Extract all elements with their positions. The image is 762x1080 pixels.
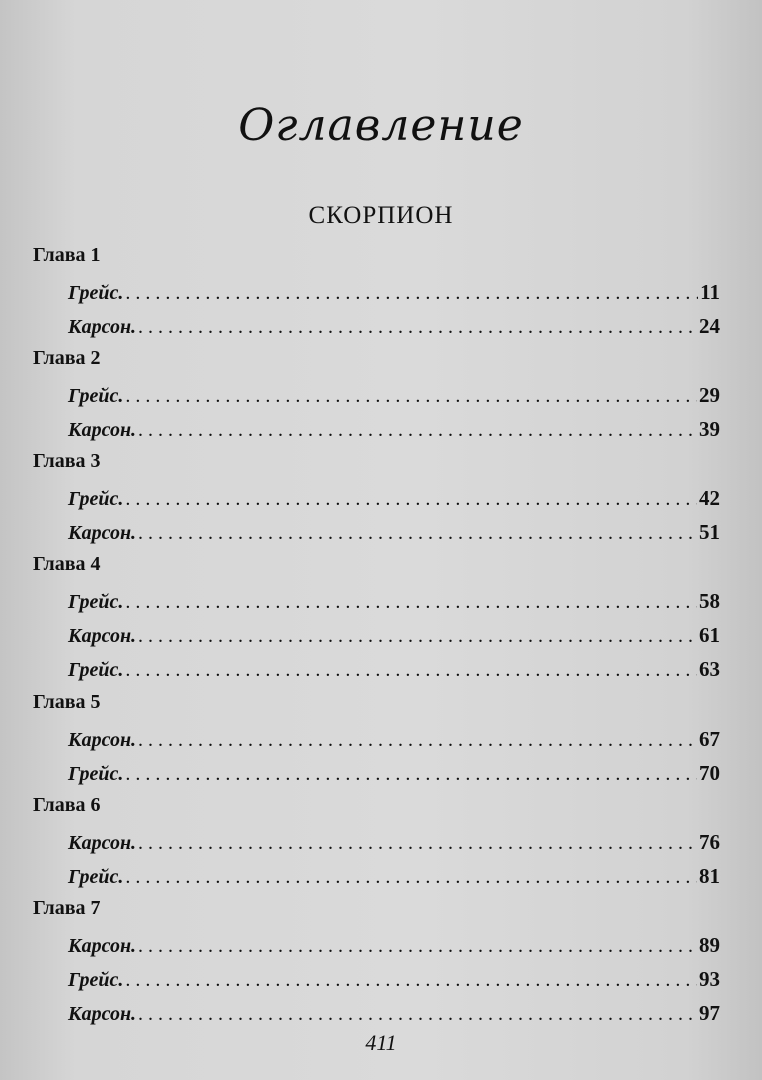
- dot-leader: [125, 969, 697, 992]
- entry-page: 89: [699, 933, 720, 957]
- entry-page: 70: [699, 761, 720, 785]
- entry-name: Грейс.: [68, 763, 124, 785]
- dot-leader: [125, 385, 697, 408]
- chapter-4: [0, 549, 762, 687]
- entry-name: Грейс.: [68, 659, 124, 681]
- page-number: 411: [365, 1030, 397, 1055]
- chapter-title: Глава 3: [33, 450, 101, 472]
- chapter-title: Глава 6: [33, 794, 101, 816]
- dot-leader: [125, 282, 698, 305]
- chapter-3: [0, 446, 762, 549]
- dot-leader: [138, 625, 697, 648]
- dot-leader: [125, 763, 697, 786]
- dot-leader: [138, 1003, 697, 1026]
- chapter-title: Глава 4: [33, 553, 101, 575]
- entry-page: 51: [699, 520, 720, 544]
- entry-name: Грейс.: [68, 866, 124, 888]
- entry-name: Грейс.: [68, 591, 124, 613]
- toc-entry: [68, 1001, 720, 1029]
- toc-entry: [68, 933, 720, 961]
- toc-entry: [68, 520, 720, 548]
- toc-entry: [68, 864, 720, 892]
- dot-leader: [138, 316, 697, 339]
- entry-page: 76: [699, 830, 720, 854]
- entry-name: Грейс.: [68, 969, 124, 991]
- chapter-7: [0, 893, 762, 1031]
- toc-entry: [68, 623, 720, 651]
- dot-leader: [125, 866, 697, 889]
- entry-name: Карсон.: [68, 419, 137, 441]
- chapter-5: [0, 687, 762, 790]
- dot-leader: [125, 488, 697, 511]
- chapter-title: Глава 5: [33, 691, 101, 713]
- section-heading: СКОРПИОН: [308, 202, 454, 229]
- table-of-contents: [0, 240, 762, 1031]
- dot-leader: [138, 522, 697, 545]
- entry-page: 42: [699, 486, 720, 510]
- toc-entry: [68, 280, 720, 308]
- toc-entry: [68, 830, 720, 858]
- entry-page: 39: [699, 417, 720, 441]
- toc-entry: [68, 967, 720, 995]
- toc-entry: [68, 314, 720, 342]
- toc-entry: [68, 761, 720, 789]
- entry-page: 63: [699, 657, 720, 681]
- dot-leader: [138, 729, 697, 752]
- page-title: Оглавление: [238, 100, 524, 151]
- dot-leader: [125, 591, 697, 614]
- chapter-2: [0, 343, 762, 446]
- entry-name: Карсон.: [68, 316, 137, 338]
- entry-page: 93: [699, 967, 720, 991]
- entry-page: 81: [699, 864, 720, 888]
- chapter-title: Глава 2: [33, 347, 101, 369]
- dot-leader: [138, 419, 697, 442]
- entry-page: 67: [699, 727, 720, 751]
- toc-entry: [68, 486, 720, 514]
- entry-page: 29: [699, 383, 720, 407]
- chapter-title: Глава 7: [33, 897, 101, 919]
- entry-name: Карсон.: [68, 935, 137, 957]
- entry-name: Грейс.: [68, 488, 124, 510]
- entry-name: Карсон.: [68, 832, 137, 854]
- toc-entry: [68, 589, 720, 617]
- toc-entry: [68, 383, 720, 411]
- entry-name: Карсон.: [68, 1003, 137, 1025]
- toc-entry: [68, 657, 720, 685]
- toc-entry: [68, 727, 720, 755]
- chapter-1: [0, 240, 762, 343]
- entry-page: 61: [699, 623, 720, 647]
- entry-page: 11: [700, 280, 720, 304]
- entry-name: Карсон.: [68, 522, 137, 544]
- dot-leader: [138, 935, 697, 958]
- entry-name: Грейс.: [68, 282, 124, 304]
- chapter-6: [0, 790, 762, 893]
- entry-page: 58: [699, 589, 720, 613]
- entry-name: Карсон.: [68, 729, 137, 751]
- entry-page: 97: [699, 1001, 720, 1025]
- dot-leader: [138, 832, 697, 855]
- chapter-title: Глава 1: [33, 244, 101, 266]
- toc-entry: [68, 417, 720, 445]
- entry-name: Грейс.: [68, 385, 124, 407]
- entry-page: 24: [699, 314, 720, 338]
- dot-leader: [125, 659, 697, 682]
- entry-name: Карсон.: [68, 625, 137, 647]
